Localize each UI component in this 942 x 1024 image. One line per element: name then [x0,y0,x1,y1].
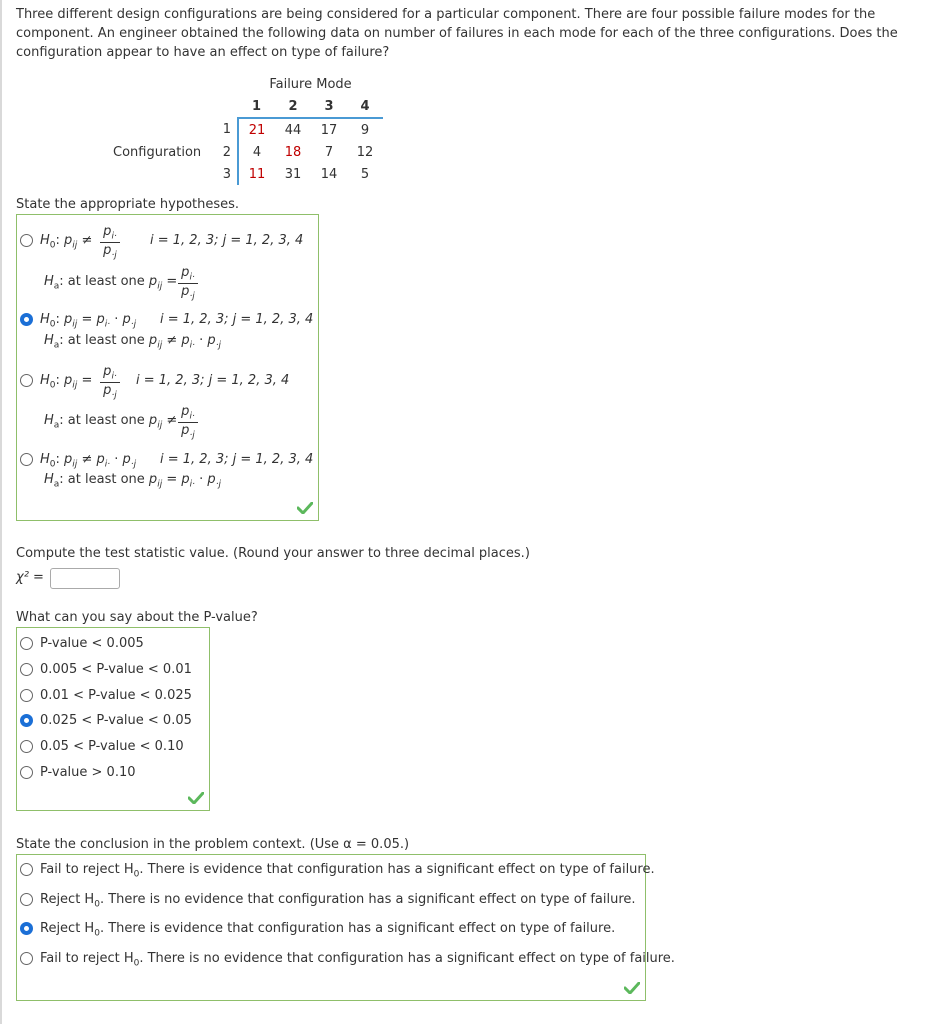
checkmark-icon [188,792,204,804]
pvalue-option-radio[interactable] [20,689,33,702]
table-cell: 5 [360,166,370,182]
pvalue-option-radio[interactable] [20,663,33,676]
checkmark-icon [297,502,313,514]
table-row [113,118,383,141]
hypothesis-d-ha: $H_a$: at least one $p_{ij} = p_{i\cdot} \cdot p_{\cdot j}$ [44,472,222,490]
conclusion-option-label: Reject $H_0$. There is no evidence that configuration has a significant effect on type of failure. [40,892,636,910]
hypothesis-option-a-radio[interactable] [20,234,33,247]
hypothesis-option-b-radio[interactable] [20,313,33,326]
pvalue-option-label: 0.025 < P-value < 0.05 [40,713,192,728]
hypothesis-option-d-radio[interactable] [20,453,33,466]
table-cell: 7 [324,144,334,160]
conclusion-option-label: Fail to reject $H_0$. There is no evidence that configuration has a significant effect on type of failure. [40,951,675,969]
configuration-label: Configuration [113,144,202,160]
hypothesis-a-ha: $H_a$: at least one $p_{ij}$ = [44,274,178,292]
problem-intro: Three different design configurations are being considered for a particular component. There are four possible failure modes for the component. An engineer obtained the following data on number of failures in each mode for each of the three configurations. Does the configuration appear to have an effect on type of failure? [16,7,898,60]
hypothesis-option-c-radio[interactable] [20,374,33,387]
chi-square-input[interactable] [50,568,120,589]
fraction: $\frac{p_{i\cdot}}{p_{\cdot j}}$ [100,364,120,400]
table-cell: 21 [248,122,266,138]
pvalue-option-radio[interactable] [20,740,33,753]
failure-mode-header: Failure Mode [269,76,352,92]
conclusion-option-label: Reject $H_0$. There is evidence that configuration has a significant effect on type of failure. [40,921,616,939]
col-header-2: 2 [275,95,311,118]
table-row [113,163,383,185]
conclusion-option-radio-selected[interactable] [20,922,33,935]
pvalue-option-label: P-value < 0.005 [40,636,144,651]
index-range: i = 1, 2, 3; j = 1, 2, 3, 4 [150,233,304,248]
table-cell: 44 [284,122,302,138]
conclusion-option-label: Fail to reject $H_0$. There is evidence that configuration has a significant effect on type of failure. [40,862,655,880]
table-cell: 17 [320,122,338,138]
conclusion-option-radio[interactable] [20,952,33,965]
row-label-3: 3 [217,163,238,185]
pvalue-option-label: P-value > 0.10 [40,765,136,780]
hypothesis-c-h0: $H_0$: $p_{ij}$ = [40,373,93,391]
pvalue-option-radio[interactable] [20,637,33,650]
left-rule [0,0,2,1024]
failure-data-table [113,73,383,185]
pvalue-option-radio-selected[interactable] [20,714,33,727]
hypothesis-c-ha: $H_a$: at least one $p_{ij}$ ≠ [44,413,178,431]
fraction: $\frac{p_{i\cdot}}{p_{\cdot j}}$ [100,224,120,260]
conclusion-option-radio[interactable] [20,893,33,906]
conclusion-option-radio[interactable] [20,863,33,876]
pvalue-option-label: 0.005 < P-value < 0.01 [40,662,192,677]
hypothesis-a-h0: $H_0$: $p_{ij}$ ≠ [40,233,93,251]
conclusion-prompt: State the conclusion in the problem context. (Use α = 0.05.) [16,837,410,852]
fraction: $\frac{p_{i\cdot}}{p_{\cdot j}}$ [178,265,198,301]
pvalue-prompt: What can you say about the P-value? [16,610,258,625]
table-cell: 4 [252,144,262,160]
index-range: i = 1, 2, 3; j = 1, 2, 3, 4 [160,312,314,327]
table-cell: 9 [360,122,370,138]
index-range: i = 1, 2, 3; j = 1, 2, 3, 4 [160,452,314,467]
col-header-4: 4 [347,95,383,118]
pvalue-option-radio[interactable] [20,766,33,779]
fraction: $\frac{p_{i\cdot}}{p_{\cdot j}}$ [178,404,198,440]
col-header-3: 3 [311,95,347,118]
pvalue-option-label: 0.01 < P-value < 0.025 [40,688,192,703]
hypothesis-b-h0: $H_0$: $p_{ij} = p_{i\cdot} \cdot p_{\cdot j}$ [40,312,137,330]
row-label-2: 2 [217,141,238,163]
table-cell: 12 [356,144,374,160]
hypothesis-b-ha: $H_a$: at least one $p_{ij} \ne p_{i\cdot} \cdot p_{\cdot j}$ [44,333,222,351]
col-header-1: 1 [238,95,275,118]
table-cell: 31 [284,166,302,182]
chi-square-label: χ² = [16,570,44,585]
statistic-prompt: Compute the test statistic value. (Round your answer to three decimal places.) [16,546,530,561]
table-cell: 11 [248,166,266,182]
hypothesis-d-h0: $H_0$: $p_{ij} \ne p_{i\cdot} \cdot p_{\cdot j}$ [40,452,137,470]
table-row [113,141,383,163]
pvalue-option-label: 0.05 < P-value < 0.10 [40,739,184,754]
row-label-1: 1 [217,118,238,141]
index-range: i = 1, 2, 3; j = 1, 2, 3, 4 [136,373,290,388]
table-cell: 14 [320,166,338,182]
table-cell: 18 [284,144,302,160]
checkmark-icon [624,982,640,994]
hypotheses-prompt: State the appropriate hypotheses. [16,197,240,212]
